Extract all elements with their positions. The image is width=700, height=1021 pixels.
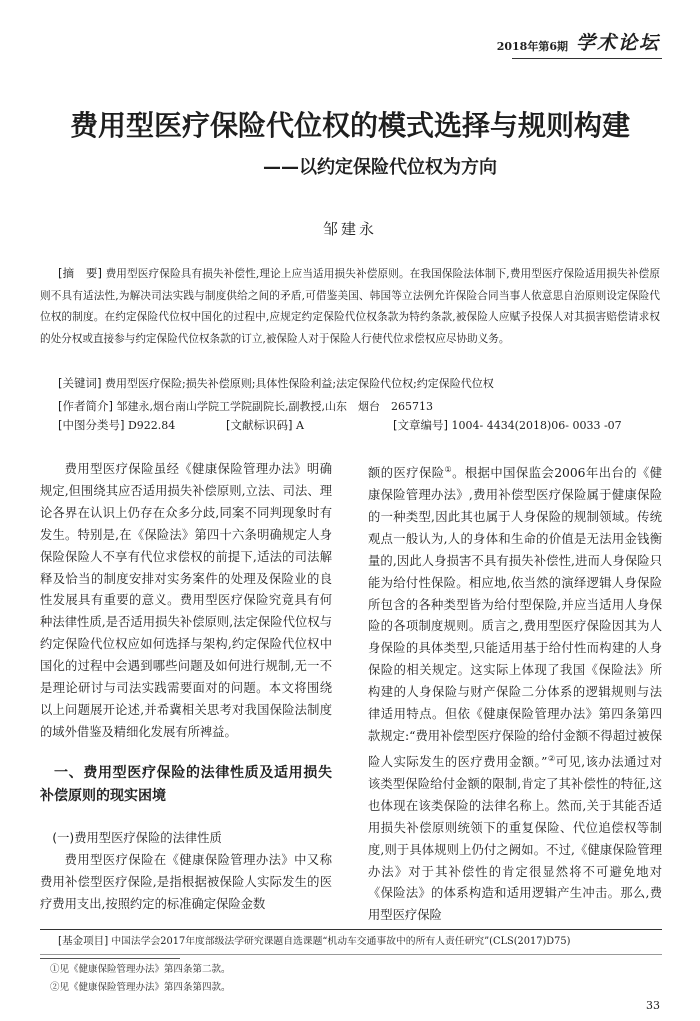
body-paragraph: 费用型医疗保险在《健康保险管理办法》中又称费用补偿型医疗保险,是指根据被保险人实际发生的医疗费用支出,按照约定的标准确定保险金数 [40, 852, 332, 911]
fund-label: [基金项目] [58, 935, 109, 947]
body-paragraph-continued [368, 459, 662, 927]
article-author: 邹建永 [322, 220, 377, 238]
body-column-right [368, 459, 662, 927]
footnote-2: ②见《健康保险管理办法》第四条第四款。 [50, 982, 231, 993]
doc-value: A [295, 419, 304, 432]
document-code [226, 416, 304, 435]
article-number [393, 416, 622, 435]
fund-rule [40, 929, 662, 930]
author-bio-label: [作者简介] [58, 399, 113, 413]
keywords [58, 374, 660, 393]
subsection-heading: (一)费用型医疗保险的法律性质 [52, 830, 222, 845]
paragraph-text: 可见,该办法通过对该类型保险给付金额的限制,肯定了其补偿性的特征,这也体现在该类保险的法律名称上。然而,关于其能否适用损失补偿原则统领下的重复保险、代位追偿权等制度,则于具体规则上仍付之阙如。不过,《健康保险管理办法》对于其补偿性的肯定很显然将不可避免地对《保险法》的体系构造和适用逻辑产生冲击。那么,费用型医疗保险 [368, 754, 663, 923]
header-rule [512, 58, 662, 59]
clc-code [58, 416, 175, 435]
doc-label: [文献标识码] [226, 418, 293, 432]
journal-logo: 学术论坛 [575, 32, 660, 54]
keywords-label: [关键词] [58, 376, 102, 390]
body-column-left [40, 459, 332, 915]
article-subtitle: ——以约定保险代位权为方向 [263, 157, 497, 178]
article-label: [文章编号] [393, 418, 448, 432]
paragraph-text: 额的医疗保险 [368, 466, 445, 481]
clc-value: D922.84 [127, 419, 176, 432]
author-bio [58, 397, 660, 416]
issue-number: 2018年第6期 [496, 40, 568, 53]
fund-rule-bottom [40, 954, 662, 955]
keywords-text: 费用型医疗保险;损失补偿原则;具体性保险利益;法定保险代位权;约定保险代位权 [104, 377, 494, 390]
fund-text: 中国法学会2017年度部级法学研究课题自选课题“机动车交通事故中的所有人责任研究”(CLS(2017)D75) [111, 936, 571, 947]
page-number: 33 [646, 999, 660, 1012]
section-heading: 一、费用型医疗保险的法律性质及适用损失补偿原则的现实困境 [40, 764, 332, 804]
abstract [40, 263, 660, 350]
fund-project [58, 934, 662, 949]
author-bio-text: 邹建永,烟台南山学院工学院副院长,副教授,山东 烟台 265713 [116, 400, 433, 413]
article-title: 费用型医疗保险代位权的模式选择与规则构建 [69, 109, 630, 142]
abstract-text: 费用型医疗保险具有损失补偿性,理论上应当适用损失补偿原则。在我国保险法体制下,费用型医疗保险适用损失补偿原则不具有适法性,为解决司法实践与制度供给之间的矛盾,可借鉴美国、韩国等立法例允许保险合同当事人依意思自治原则设定保险代位权的制度。在约定保险代位权中国化的过程中,应规定约定保险代位权条款为特约条款,被保险人应赋予投保人对其损害赔偿请求权的处分权或直接参与约定保险代位权条款的订立,被保险人对于保险人行使代位求偿权应尽协助义务。 [40, 268, 660, 345]
footnote-ref-2[interactable]: ② [547, 753, 556, 763]
footnote-rule [40, 958, 180, 959]
footnote-ref-1[interactable]: ① [444, 465, 453, 474]
footnote-1: ①见《健康保险管理办法》第四条第二款。 [50, 964, 231, 975]
article-value: 1004- 4434(2018)06- 0033 -07 [451, 419, 622, 432]
journal-header [497, 24, 660, 54]
paragraph-text: 。根据中国保监会2006年出台的《健康保险管理办法》,费用补偿型医疗保险属于健康保险的一种类型,因此其也属于人身保险的规制领域。传统观点一般认为,人的身体和生命的价值是无法用金钱衡量的,因此人身损害不具有损失补偿性,进而人身保险只能为给付性保险。相应地,依当然的演绎逻辑人身保险所包含的各种类型皆为给付型保险,并应当适用人身保险的各项制度规则。质言之,费用型医疗保险因其为人身保险的具体类型,只能适用基于给付性而构建的人身保险的相关规定。这实际上体现了我国《保险法》所构建的人身保险与财产保险二分体系的逻辑规则与法律适用特点。但依《健康保险管理办法》第四条第四款规定:“费用补偿型医疗保险的给付金额不得超过被保险人实际发生的医疗费用金额。” [368, 466, 663, 769]
clc-label: [中图分类号] [58, 418, 125, 432]
abstract-label: [摘 要] [58, 266, 103, 280]
intro-paragraph: 费用型医疗保险虽经《健康保险管理办法》明确规定,但围绕其应否适用损失补偿原则,立法、司法、理论各界在认识上仍存在众多分歧,同案不同判现象时有发生。特别是,在《保险法》第四十六条明确规定人身保险保险人不享有代位求偿权的前提下,适法的司法解释及恰当的制度安排对实务案件的处理及保险业的良性发展具有重要的意义。费用型医疗保险究竟具有何种法律性质,是否适用损失补偿原则,法定保险代位权与约定保险代位权应如何选择与架构,约定保险代位权中国化的过程中会遇到哪些问题及如何进行规制,无一不是理论研讨与司法实践需要面对的问题。本文将围绕以上问题展开论述,并希冀相关思考对我国保险法制度的域外借鉴及精细化发展有所裨益。 [40, 462, 332, 739]
